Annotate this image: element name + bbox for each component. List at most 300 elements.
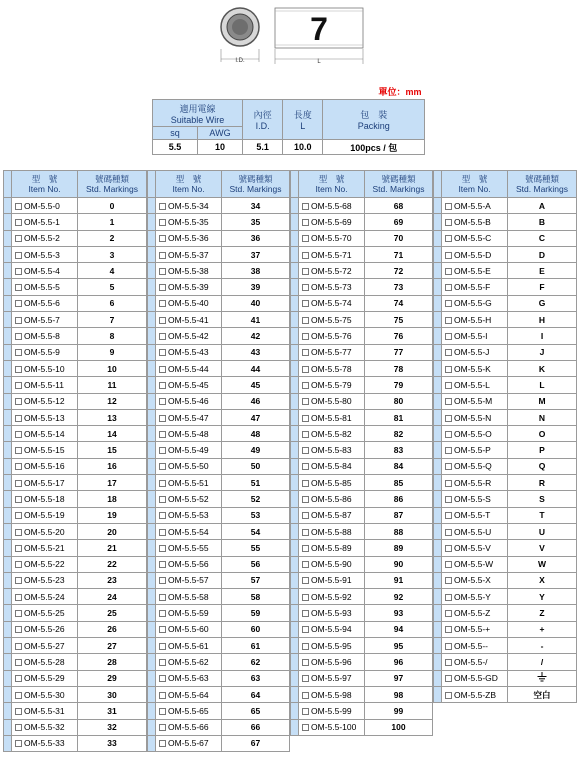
- std-marking: S: [508, 491, 577, 507]
- select-checkbox[interactable]: [15, 366, 22, 373]
- table-edge: [4, 230, 12, 246]
- select-checkbox[interactable]: [302, 577, 309, 584]
- table-edge: [4, 328, 12, 344]
- item-no: OM-5.5-/: [454, 656, 488, 667]
- select-checkbox[interactable]: [302, 284, 309, 291]
- select-checkbox[interactable]: [302, 561, 309, 568]
- table-edge: [291, 638, 299, 654]
- table-row: [434, 377, 577, 393]
- select-checkbox[interactable]: [302, 415, 309, 422]
- select-checkbox[interactable]: [302, 496, 309, 503]
- select-checkbox[interactable]: [445, 480, 452, 487]
- item-no-cell: [299, 638, 365, 654]
- select-checkbox[interactable]: [302, 447, 309, 454]
- item-no-cell: [156, 670, 222, 686]
- table-edge: [148, 246, 156, 262]
- table-row: [291, 377, 433, 393]
- table-edge: [148, 491, 156, 507]
- select-checkbox[interactable]: [445, 529, 452, 536]
- select-checkbox[interactable]: [302, 333, 309, 340]
- item-no-cell: [299, 458, 365, 474]
- std-marking: 31: [78, 703, 147, 719]
- select-checkbox[interactable]: [159, 349, 166, 356]
- select-checkbox[interactable]: [445, 431, 452, 438]
- select-checkbox[interactable]: [445, 675, 452, 682]
- item-no: OM-5.5-0: [24, 200, 60, 211]
- select-checkbox[interactable]: [445, 415, 452, 422]
- std-marking: F: [508, 279, 577, 295]
- std-marking: 48: [222, 426, 290, 442]
- table-row: [291, 230, 433, 246]
- select-checkbox[interactable]: [445, 561, 452, 568]
- select-checkbox[interactable]: [302, 317, 309, 324]
- select-checkbox[interactable]: [15, 594, 22, 601]
- table-row: [434, 458, 577, 474]
- select-checkbox[interactable]: [159, 219, 166, 226]
- table-edge: [148, 621, 156, 637]
- marker-number: 7: [310, 11, 328, 47]
- std-marking: [508, 670, 577, 686]
- select-checkbox[interactable]: [15, 382, 22, 389]
- item-no: OM-5.5-43: [168, 347, 209, 358]
- select-checkbox[interactable]: [15, 235, 22, 242]
- item-no: OM-5.5-2: [24, 233, 60, 244]
- item-no-cell: [12, 719, 78, 735]
- item-no-cell: [299, 214, 365, 230]
- table-row: [4, 735, 147, 751]
- item-no: OM-5.5-20: [24, 526, 65, 537]
- table-edge: [148, 638, 156, 654]
- item-no: OM-5.5-11: [24, 379, 64, 390]
- table-row: [148, 638, 290, 654]
- item-no: OM-5.5-F: [454, 282, 491, 293]
- select-checkbox[interactable]: [302, 610, 309, 617]
- select-checkbox[interactable]: [445, 333, 452, 340]
- select-checkbox[interactable]: [445, 203, 452, 210]
- table-edge: [4, 246, 12, 262]
- item-no-cell: [442, 507, 508, 523]
- table-row: [4, 360, 147, 376]
- table-row: [434, 654, 577, 670]
- id-header: 內徑 I.D.: [243, 100, 283, 140]
- select-checkbox[interactable]: [159, 284, 166, 291]
- item-no: OM-5.5-T: [454, 510, 491, 521]
- item-no-cell: [442, 279, 508, 295]
- select-checkbox[interactable]: [15, 496, 22, 503]
- select-checkbox[interactable]: [159, 708, 166, 715]
- select-checkbox[interactable]: [445, 545, 452, 552]
- item-no: OM-5.5-8: [24, 331, 60, 342]
- select-checkbox[interactable]: [15, 692, 22, 699]
- select-checkbox[interactable]: [159, 659, 166, 666]
- item-no: OM-5.5-28: [24, 656, 65, 667]
- std-marking: 11: [78, 377, 147, 393]
- item-no: OM-5.5-46: [168, 396, 209, 407]
- select-checkbox[interactable]: [302, 529, 309, 536]
- item-no-cell: [299, 328, 365, 344]
- table-row: [291, 572, 433, 588]
- select-checkbox[interactable]: [302, 252, 309, 259]
- item-no-cell: [442, 295, 508, 311]
- item-no: OM-5.5-66: [168, 722, 209, 733]
- table-edge: [4, 605, 12, 621]
- select-checkbox[interactable]: [15, 284, 22, 291]
- select-checkbox[interactable]: [445, 268, 452, 275]
- select-checkbox[interactable]: [15, 252, 22, 259]
- select-checkbox[interactable]: [15, 610, 22, 617]
- select-checkbox[interactable]: [15, 659, 22, 666]
- select-checkbox[interactable]: [302, 268, 309, 275]
- packing-value: 100pcs / 包: [323, 140, 425, 155]
- select-checkbox[interactable]: [302, 219, 309, 226]
- item-no-cell: [442, 409, 508, 425]
- item-no: OM-5.5-ZB: [454, 689, 497, 700]
- std-marking: B: [508, 214, 577, 230]
- table-row: [291, 491, 433, 507]
- select-checkbox[interactable]: [159, 235, 166, 242]
- select-checkbox[interactable]: [159, 545, 166, 552]
- std-marking: 62: [222, 654, 290, 670]
- select-checkbox[interactable]: [159, 431, 166, 438]
- item-no-cell: [299, 670, 365, 686]
- select-checkbox[interactable]: [159, 512, 166, 519]
- select-checkbox[interactable]: [302, 692, 309, 699]
- table-edge: [291, 328, 299, 344]
- item-no: OM-5.5-31: [24, 705, 65, 716]
- select-checkbox[interactable]: [445, 382, 452, 389]
- select-checkbox[interactable]: [302, 708, 309, 715]
- item-no: OM-5.5-52: [168, 493, 209, 504]
- select-checkbox[interactable]: [302, 349, 309, 356]
- item-no-cell: [442, 540, 508, 556]
- item-table-block-3: [290, 170, 433, 751]
- table-edge: [434, 491, 442, 507]
- table-row: [291, 409, 433, 425]
- std-marking: 98: [365, 686, 433, 702]
- select-checkbox[interactable]: [159, 252, 166, 259]
- select-checkbox[interactable]: [15, 447, 22, 454]
- table-edge: [434, 475, 442, 491]
- item-no-cell: [299, 719, 365, 735]
- select-checkbox[interactable]: [159, 382, 166, 389]
- select-checkbox[interactable]: [15, 545, 22, 552]
- item-no-cell: [299, 198, 365, 214]
- item-no: OM-5.5-83: [311, 445, 352, 456]
- item-no: OM-5.5-36: [168, 233, 209, 244]
- select-checkbox[interactable]: [302, 203, 309, 210]
- select-checkbox[interactable]: [159, 447, 166, 454]
- select-checkbox[interactable]: [15, 675, 22, 682]
- select-checkbox[interactable]: [445, 284, 452, 291]
- std-marking: L: [508, 377, 577, 393]
- select-checkbox[interactable]: [159, 300, 166, 307]
- item-no-cell: [156, 719, 222, 735]
- table-row: [291, 686, 433, 702]
- table-row: [434, 442, 577, 458]
- std-marking: 94: [365, 621, 433, 637]
- select-checkbox[interactable]: [159, 398, 166, 405]
- item-no: OM-5.5-67: [168, 738, 209, 749]
- select-checkbox[interactable]: [445, 643, 452, 650]
- std-marking: 0: [78, 198, 147, 214]
- select-checkbox[interactable]: [159, 740, 166, 747]
- table-edge: [434, 344, 442, 360]
- select-checkbox[interactable]: [302, 643, 309, 650]
- std-marking: 93: [365, 605, 433, 621]
- table-edge: [4, 377, 12, 393]
- select-checkbox[interactable]: [445, 398, 452, 405]
- select-checkbox[interactable]: [159, 366, 166, 373]
- table-row: [434, 426, 577, 442]
- select-checkbox[interactable]: [15, 724, 22, 731]
- select-checkbox[interactable]: [302, 431, 309, 438]
- std-marking: 54: [222, 523, 290, 539]
- select-checkbox[interactable]: [159, 480, 166, 487]
- item-no-cell: [299, 540, 365, 556]
- select-checkbox[interactable]: [159, 268, 166, 275]
- item-no-header: 型 號 Item No.: [442, 171, 508, 198]
- item-no-cell: [12, 523, 78, 539]
- item-no: OM-5.5-3: [24, 249, 60, 260]
- select-checkbox[interactable]: [15, 463, 22, 470]
- select-checkbox[interactable]: [445, 235, 452, 242]
- select-checkbox[interactable]: [445, 626, 452, 633]
- select-checkbox[interactable]: [302, 594, 309, 601]
- std-marking: 59: [222, 605, 290, 621]
- item-no-cell: [12, 328, 78, 344]
- table-edge: [148, 556, 156, 572]
- select-checkbox[interactable]: [302, 463, 309, 470]
- item-no: OM-5.5-J: [454, 347, 490, 358]
- item-no: OM-5.5-48: [168, 428, 209, 439]
- table-edge: [434, 295, 442, 311]
- select-checkbox[interactable]: [445, 317, 452, 324]
- item-no: OM-5.5-80: [311, 396, 352, 407]
- table-edge: [434, 621, 442, 637]
- item-no: OM-5.5-49: [168, 445, 209, 456]
- std-marking: U: [508, 523, 577, 539]
- select-checkbox[interactable]: [445, 366, 452, 373]
- select-checkbox[interactable]: [15, 626, 22, 633]
- select-checkbox[interactable]: [159, 577, 166, 584]
- select-checkbox[interactable]: [159, 333, 166, 340]
- item-no: OM-5.5-58: [168, 591, 209, 602]
- select-checkbox[interactable]: [445, 512, 452, 519]
- select-checkbox[interactable]: [15, 415, 22, 422]
- select-checkbox[interactable]: [302, 626, 309, 633]
- select-checkbox[interactable]: [445, 692, 452, 699]
- item-no-cell: [299, 605, 365, 621]
- item-no-cell: [12, 589, 78, 605]
- select-checkbox[interactable]: [159, 724, 166, 731]
- select-checkbox[interactable]: [15, 203, 22, 210]
- item-no-cell: [12, 409, 78, 425]
- select-checkbox[interactable]: [302, 659, 309, 666]
- item-no: OM-5.5-21: [24, 542, 65, 553]
- select-checkbox[interactable]: [159, 561, 166, 568]
- select-checkbox[interactable]: [15, 529, 22, 536]
- item-no-cell: [442, 214, 508, 230]
- select-checkbox[interactable]: [302, 366, 309, 373]
- item-no-cell: [156, 605, 222, 621]
- select-checkbox[interactable]: [302, 480, 309, 487]
- item-no: OM-5.5-42: [168, 331, 209, 342]
- select-checkbox[interactable]: [15, 268, 22, 275]
- item-no: OM-5.5-68: [311, 200, 352, 211]
- select-checkbox[interactable]: [159, 626, 166, 633]
- select-checkbox[interactable]: [302, 382, 309, 389]
- select-checkbox[interactable]: [159, 317, 166, 324]
- select-checkbox[interactable]: [445, 610, 452, 617]
- table-row: [148, 458, 290, 474]
- select-checkbox[interactable]: [445, 496, 452, 503]
- sq-value: 5.5: [153, 140, 198, 155]
- item-no-cell: [299, 621, 365, 637]
- table-edge: [4, 295, 12, 311]
- select-checkbox[interactable]: [159, 643, 166, 650]
- select-checkbox[interactable]: [445, 447, 452, 454]
- table-edge: [148, 686, 156, 702]
- item-no-cell: [156, 263, 222, 279]
- table-row: [434, 589, 577, 605]
- select-checkbox[interactable]: [15, 431, 22, 438]
- table-row: [148, 735, 290, 751]
- select-checkbox[interactable]: [445, 463, 452, 470]
- item-no-cell: [156, 458, 222, 474]
- select-checkbox[interactable]: [15, 577, 22, 584]
- item-no-cell: [442, 393, 508, 409]
- std-marking: 9: [78, 344, 147, 360]
- table-row: [291, 246, 433, 262]
- item-no-cell: [442, 670, 508, 686]
- select-checkbox[interactable]: [159, 415, 166, 422]
- item-no: OM-5.5-99: [311, 705, 352, 716]
- std-marking: 56: [222, 556, 290, 572]
- select-checkbox[interactable]: [15, 561, 22, 568]
- item-no-cell: [442, 458, 508, 474]
- table-row: [148, 475, 290, 491]
- std-marking: 30: [78, 686, 147, 702]
- std-marking: D: [508, 246, 577, 262]
- std-marking: 50: [222, 458, 290, 474]
- table-edge: [4, 686, 12, 702]
- table-edge: [4, 670, 12, 686]
- table-row: [4, 670, 147, 686]
- select-checkbox[interactable]: [159, 594, 166, 601]
- select-checkbox[interactable]: [159, 675, 166, 682]
- item-no: OM-5.5-86: [311, 493, 352, 504]
- item-no: OM-5.5-A: [454, 200, 491, 211]
- item-no: OM-5.5-82: [311, 428, 352, 439]
- select-checkbox[interactable]: [445, 577, 452, 584]
- select-checkbox[interactable]: [15, 317, 22, 324]
- item-no: OM-5.5-75: [311, 314, 352, 325]
- std-marking: 70: [365, 230, 433, 246]
- item-no-header: 型 號 Item No.: [12, 171, 78, 198]
- item-no-cell: [442, 442, 508, 458]
- select-checkbox[interactable]: [445, 594, 452, 601]
- select-checkbox[interactable]: [302, 675, 309, 682]
- item-no-cell: [299, 393, 365, 409]
- select-checkbox[interactable]: [302, 724, 309, 731]
- select-checkbox[interactable]: [15, 740, 22, 747]
- select-checkbox[interactable]: [302, 300, 309, 307]
- item-no-cell: [442, 475, 508, 491]
- select-checkbox[interactable]: [302, 398, 309, 405]
- table-edge: [4, 442, 12, 458]
- table-row: [4, 230, 147, 246]
- select-checkbox[interactable]: [445, 219, 452, 226]
- select-checkbox[interactable]: [159, 529, 166, 536]
- select-checkbox[interactable]: [15, 708, 22, 715]
- select-checkbox[interactable]: [302, 235, 309, 242]
- select-checkbox[interactable]: [159, 463, 166, 470]
- table-edge: [148, 344, 156, 360]
- item-no: OM-5.5-64: [168, 689, 209, 700]
- select-checkbox[interactable]: [445, 349, 452, 356]
- item-no: OM-5.5-94: [311, 624, 352, 635]
- select-checkbox[interactable]: [445, 252, 452, 259]
- table-edge: [148, 540, 156, 556]
- select-checkbox[interactable]: [15, 643, 22, 650]
- std-markings-header: 號碼種類 Std. Markings: [508, 171, 577, 198]
- table-edge: [434, 246, 442, 262]
- table-row: [4, 214, 147, 230]
- empty-row: [291, 735, 433, 751]
- item-no: OM-5.5-81: [311, 412, 352, 423]
- select-checkbox[interactable]: [159, 203, 166, 210]
- select-checkbox[interactable]: [15, 349, 22, 356]
- select-checkbox[interactable]: [15, 300, 22, 307]
- select-checkbox[interactable]: [159, 610, 166, 617]
- table-row: [148, 279, 290, 295]
- select-checkbox[interactable]: [15, 219, 22, 226]
- table-edge: [148, 654, 156, 670]
- std-marking: 1: [78, 214, 147, 230]
- item-no: OM-5.5-79: [311, 379, 352, 390]
- select-checkbox[interactable]: [302, 545, 309, 552]
- item-no: OM-5.5-59: [168, 608, 209, 619]
- item-no: OM-5.5-41: [168, 314, 209, 325]
- item-no-cell: [442, 621, 508, 637]
- table-row: [4, 426, 147, 442]
- table-row: [434, 540, 577, 556]
- table-edge: [291, 540, 299, 556]
- std-marking: 80: [365, 393, 433, 409]
- table-edge: [148, 328, 156, 344]
- table-row: [148, 442, 290, 458]
- select-checkbox[interactable]: [159, 692, 166, 699]
- select-checkbox[interactable]: [159, 496, 166, 503]
- table-row: [4, 393, 147, 409]
- std-marking: 39: [222, 279, 290, 295]
- std-marking: P: [508, 442, 577, 458]
- id-value: 5.1: [243, 140, 283, 155]
- select-checkbox[interactable]: [445, 659, 452, 666]
- table-row: [434, 328, 577, 344]
- select-checkbox[interactable]: [15, 480, 22, 487]
- select-checkbox[interactable]: [15, 398, 22, 405]
- select-checkbox[interactable]: [445, 300, 452, 307]
- select-checkbox[interactable]: [15, 333, 22, 340]
- select-checkbox[interactable]: [302, 512, 309, 519]
- table-edge: [291, 263, 299, 279]
- table-row: [434, 344, 577, 360]
- std-marking: 3: [78, 246, 147, 262]
- table-row: [4, 572, 147, 588]
- select-checkbox[interactable]: [15, 512, 22, 519]
- item-no-cell: [156, 621, 222, 637]
